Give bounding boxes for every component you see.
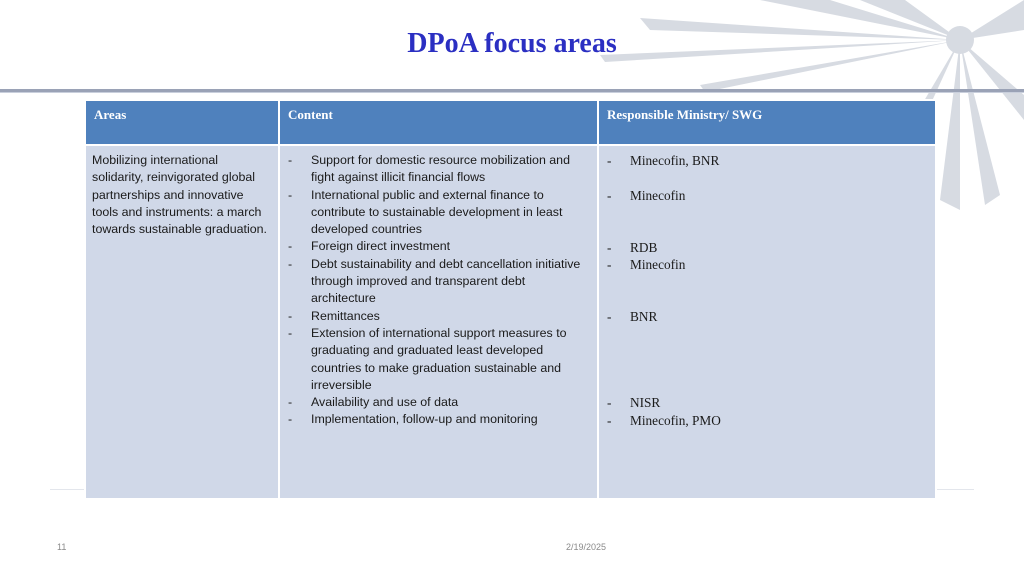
- focus-areas-table: [84, 99, 937, 500]
- content-list: [286, 152, 591, 429]
- content-item: - Support for domestic resource mobilization and fight against illicit financial flows: [286, 152, 591, 187]
- responsible-item: - BNR: [605, 308, 657, 325]
- content-item: - Debt sustainability and debt cancellation initiative through improved and transparent debt architecture: [286, 256, 591, 308]
- slide-date: 2/19/2025: [566, 542, 607, 552]
- responsible-item: - Minecofin, BNR: [605, 152, 719, 169]
- area-text: Mobilizing international solidarity, reinvigorated global partnerships and innovative tools and instruments: a march towards sustainable graduation.: [92, 153, 267, 237]
- content-item: - Implementation, follow-up and monitoring: [286, 411, 591, 428]
- table-header-row: [85, 100, 936, 145]
- column-header-responsible: Responsible Ministry/ SWG: [598, 100, 936, 145]
- page-title: DPoA focus areas: [407, 28, 617, 59]
- responsible-item: - NISR: [605, 394, 660, 411]
- responsible-item: - Minecofin: [605, 187, 685, 204]
- content-item: - Availability and use of data: [286, 394, 591, 411]
- slide-number: 11: [57, 542, 67, 552]
- column-header-areas: Areas: [85, 100, 279, 145]
- responsible-item: - Minecofin, PMO: [605, 412, 721, 429]
- responsible-cell: [598, 145, 936, 499]
- content-item: - Extension of international support measures to graduating and graduated least developed countries to make graduation sustainable and irreversible: [286, 325, 591, 394]
- responsible-item: - Minecofin: [605, 256, 685, 273]
- header-rule-light: [0, 92, 1024, 93]
- table-row: [85, 145, 936, 499]
- responsible-item: - RDB: [605, 239, 657, 256]
- content-cell: [279, 145, 598, 499]
- content-item: - Remittances: [286, 308, 591, 325]
- content-item: - International public and external finance to contribute to sustainable development in least developed countries: [286, 187, 591, 239]
- content-item: - Foreign direct investment: [286, 238, 591, 255]
- column-header-content: Content: [279, 100, 598, 145]
- responsible-list: [605, 152, 929, 492]
- area-cell: [85, 145, 279, 499]
